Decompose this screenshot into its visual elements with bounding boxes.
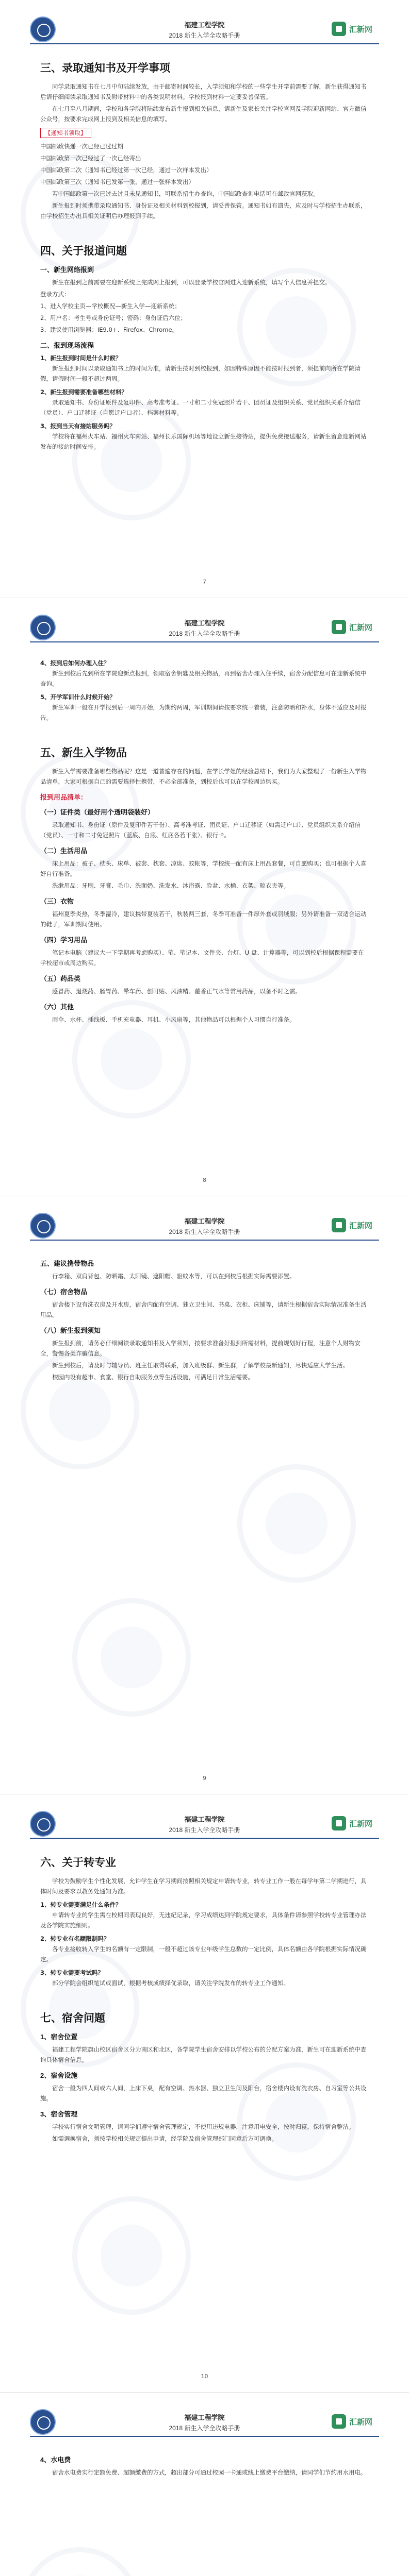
paragraph: 床上用品：被子、枕头、床单、被套、枕套、凉席、蚊帐等，学校统一配有床上用品套餐，可自愿购买；也可根据个人喜好自行准备。 (40, 860, 367, 877)
paragraph: 福建工程学院旗山校区宿舍区分为南区和北区，各学院学生宿舍安排以学校公布的分配方案为准，新生可在迎新系统中查询具体宿舍信息。 (40, 2046, 367, 2063)
watermark-logo (237, 1464, 356, 1583)
question: 4、报到后如何办理入住？ (40, 659, 110, 667)
school-name: 福建工程学院 (184, 1816, 225, 1823)
list-line: 2、用户名：考生号或身份证号；密码：身份证后六位； (40, 314, 187, 321)
question: 5、开学军训什么时候开始？ (40, 693, 116, 701)
paragraph: 同学录取通知书在七月中旬陆续发放，由于邮寄时间较长，入学须知和学校的一些学生开学前需要了解，新生获得通知书后请仔细阅读录取通知书及附带材料中的各类说明材料。学校报到材料一定要妥善保管。 (40, 83, 367, 100)
question: 2、转专业有名额限制吗？ (40, 1935, 110, 1942)
page-body (40, 57, 369, 452)
page-body (40, 655, 369, 1026)
sub-heading: 五、建议携带物品 (40, 1260, 94, 1267)
page-number: 8 (203, 1177, 206, 1183)
qa-item (40, 353, 369, 384)
brand-mark-icon (332, 1218, 346, 1232)
page-body (40, 1851, 369, 2145)
brand-mark-icon (332, 1816, 346, 1831)
school-name: 福建工程学院 (184, 1217, 225, 1225)
paragraph: 新生在报到之前需要在迎新系统上完成网上报到，可以登录学校官网进入迎新系统，填写个人信息并提交。 (52, 279, 331, 286)
brand-logo (332, 1217, 379, 1233)
paragraph: 宿舍水电费实行定额免费、超额缴费的方式，超出部分可通过校园一卡通或线上缴费平台缴纳，请同学们节约用水用电。 (52, 2469, 367, 2476)
answer: 录取通知书、身份证原件及复印件、高考准考证、一寸和二寸免冠照片若干、团员证及组织关系、党员组织关系介绍信（党员）、户口迁移证（自愿迁户口者）、档案材料等。 (40, 399, 361, 416)
header-text (30, 20, 379, 40)
page-body (40, 2449, 369, 2479)
paragraph: 录取通知书、身份证（原件及复印件若干份）、高考准考证、团员证、户口迁移证（如需迁户口）、党员组织关系介绍信（党员）、一寸和二寸免冠照片（蓝底、白底、红底各若干张）、银行卡。 (40, 821, 361, 839)
page-header (30, 2407, 379, 2437)
page (0, 2393, 409, 2576)
sub-heading: 1、宿舍位置 (40, 2033, 78, 2041)
paragraph: 新生入学需要准备哪些物品呢？这是一道普遍存在的问题，在学长学姐的经验总结下，我们为大家整理了一份新生入学物品清单，大家可根据自己的需要选择性携带，不必全部准备，到校后也可以在学校周边购买。 (40, 768, 367, 785)
document-title: 2018 新生入学全攻略手册 (169, 2425, 240, 2432)
list-line: 登录方式： (40, 291, 70, 298)
brand-logo (332, 1815, 379, 1832)
paragraph: 雨伞、水杯、插线板、手机充电器、耳机、小风扇等，其他物品可以根据个人习惯自行准备。 (52, 1016, 296, 1023)
answer: 各专业接收转入学生的名额有一定限制，一般不超过该专业年级学生总数的一定比例，具体名额由各学院根据实际情况确定。 (40, 1945, 367, 1963)
paragraph: 校园内设有超市、食堂、银行自助服务点等生活设施，可满足日常生活需要。 (52, 1374, 254, 1381)
document-title: 2018 新生入学全攻略手册 (169, 32, 240, 39)
page (0, 1794, 409, 2393)
brand-name: 汇新网 (349, 25, 373, 34)
brand-logo (332, 2413, 379, 2430)
brand-name: 汇新网 (349, 1820, 373, 1828)
page (0, 0, 409, 598)
page-body (40, 1253, 369, 1384)
page-header (30, 1809, 379, 1839)
header-text (30, 1814, 379, 1834)
answer: 新生军训一般在开学报到后一周内开始，为期约两周，军训期间请按要求统一着装，注意防晒和补水，身体不适应及时报告。 (40, 704, 367, 721)
page-number: 7 (203, 579, 206, 585)
brand-mark-icon (332, 22, 346, 36)
qa-item (40, 1968, 369, 1988)
list-line: 中国邮政第一次已经过了一次已经寄出 (40, 155, 141, 162)
sub-heading: （八）新生报到须知 (40, 1327, 101, 1334)
school-name: 福建工程学院 (184, 2414, 225, 2421)
qa-item (40, 421, 369, 452)
sub-heading: （一）证件类（最好用个透明袋装好） (40, 808, 155, 816)
question: 3、转专业需要考试吗？ (40, 1969, 104, 1976)
question: 3、报到当天有接站服务吗？ (40, 422, 116, 430)
paragraph: 福州夏季炎热，冬季湿冷，建议携带夏装若干，秋装两三套，冬季可准备一件厚外套或羽绒服；另外请准备一双适合运动的鞋子，军训期间使用。 (40, 910, 367, 928)
question: 2、新生报到需要准备哪些材料？ (40, 388, 127, 396)
paragraph: 行李箱、双肩背包、防晒霜、太阳镜、遮阳帽、驱蚊水等，可以在到校后根据实际需要添置。 (52, 1273, 296, 1280)
page-header (30, 613, 379, 642)
paragraph: 感冒药、退烧药、肠胃药、晕车药、创可贴、风油精、藿香正气水等常用药品，以备不时之需。 (52, 988, 301, 995)
highlight-box: 【通知书领取】 (40, 128, 91, 138)
brand-mark-icon (332, 620, 346, 634)
page-header (30, 1211, 379, 1241)
qa-item (40, 658, 369, 689)
section-heading: 五、新生入学物品 (40, 747, 127, 759)
header-text (30, 2412, 379, 2432)
watermark-logo (72, 1598, 191, 1717)
document-title: 2018 新生入学全攻略手册 (169, 1228, 240, 1235)
answer: 部分学院会组织笔试或面试，根据考核成绩择优录取，请关注学院发布的转专业工作通知。 (52, 1979, 289, 1987)
paragraph: 若中国邮政第一次已过去过且未见通知书，可联系招生办查询，中国邮政查询电话可在邮政官网获取。 (52, 190, 319, 197)
paragraph: 新生到校后，请及时与辅导员、班主任取得联系，加入班级群、新生群，了解学校最新通知，尽快适应大学生活。 (52, 1362, 349, 1369)
document-title: 2018 新生入学全攻略手册 (169, 1826, 240, 1834)
page-number: 9 (203, 1775, 206, 1782)
page (0, 598, 409, 1196)
sub-heading: （五）药品类 (40, 975, 81, 982)
brand-name: 汇新网 (349, 2418, 373, 2427)
list-line: 中国邮政第二次（通知书已经过第一次已经，通过一次样本发出） (40, 166, 212, 174)
qa-item (40, 692, 369, 723)
paragraph: 在七月至八月期间，学校和各学院将陆续发布新生报到相关信息，请新生及家长关注学校官网及学院迎新网站、官方微信公众号，按要求完成网上报到及相关信息的填写。 (40, 105, 367, 123)
sub-heading: 2、宿舍设施 (40, 2072, 78, 2079)
question: 1、转专业需要满足什么条件？ (40, 1901, 122, 1908)
paragraph: 宿舍一般为四人间或六人间，上床下桌，配有空调、热水器、独立卫生间及阳台，宿舍楼内设有洗衣房、自习室等公共设施。 (40, 2084, 367, 2102)
answer: 新生报到时间以录取通知书上的时间为准，请新生按时到校报到，如因特殊原因不能按时报到者，须提前向所在学院请假，请假时间一般不超过两周。 (40, 365, 361, 382)
sub-heading: （四）学习用品 (40, 936, 88, 944)
section-heading: 三、录取通知书及开学事项 (40, 62, 170, 74)
header-text (30, 618, 379, 638)
brand-logo (332, 21, 379, 37)
list-line: 中国邮政第三次（通知书已发第一张，通过一张样本发出） (40, 178, 194, 185)
brand-logo (332, 619, 379, 635)
page-number: 10 (201, 2373, 208, 2380)
paragraph: 学校实行宿舍文明管理，请同学们遵守宿舍管理规定，不使用违规电器，注意用电安全，按时归寝，保持宿舍整洁。 (52, 2123, 355, 2130)
document-title: 2018 新生入学全攻略手册 (169, 630, 240, 637)
list-line: 3、建议使用浏览器：IE9.0+、Firefox、Chrome。 (40, 326, 178, 333)
sub-heading: （三）衣物 (40, 897, 74, 905)
watermark-logo (21, 2547, 139, 2576)
paragraph: 新生报到前，请务必仔细阅读录取通知书及入学须知，按要求准备好报到所需材料，提前规划好行程，注意个人财物安全，警惕各类诈骗信息。 (40, 1340, 361, 1357)
section-heading: 六、关于转专业 (40, 1857, 116, 1869)
paragraph: 新生报到时须携带录取通知书、身份证及相关材料到校报到，请妥善保管。通知书如有遗失，应及时与学校招生办联系，由学校招生办出具相关证明后办理报到手续。 (40, 202, 367, 219)
sub-heading: 报到用品清单： (40, 793, 88, 801)
school-name: 福建工程学院 (184, 21, 225, 29)
section-heading: 四、关于报道问题 (40, 245, 127, 257)
paragraph: 宿舍楼下设有洗衣房及开水房，宿舍内配有空调、独立卫生间、书桌、衣柜、床铺等，请新生根据宿舍实际情况准备生活用品。 (40, 1301, 367, 1318)
page (0, 1196, 409, 1794)
watermark-logo (72, 2196, 191, 2315)
paragraph: 学校为鼓励学生个性化发展，允许学生在学习期间按照相关规定申请转专业，转专业工作一般在每学年第二学期进行，具体时间及要求以教务处通知为准。 (40, 1877, 367, 1895)
sub-heading: 4、水电费 (40, 2456, 71, 2464)
sub-heading: （六）其他 (40, 1003, 74, 1011)
qa-item (40, 1934, 369, 1964)
header-text (30, 1216, 379, 1236)
list-line: 1、进入学校主页—学校概况—新生入学—迎新系统； (40, 302, 181, 310)
brand-name: 汇新网 (349, 1222, 373, 1230)
page-header (30, 14, 379, 44)
school-name: 福建工程学院 (184, 619, 225, 627)
sub-heading: （七）宿舍物品 (40, 1288, 88, 1296)
brand-name: 汇新网 (349, 623, 373, 632)
sub-heading: 二、报到现场流程 (40, 342, 94, 349)
sub-heading: 一、新生网络报到 (40, 266, 94, 274)
brand-mark-icon (332, 2414, 346, 2429)
answer: 新生到校后先到所在学院迎新点报到，领取宿舍钥匙及相关物品，再到宿舍办理入住手续，宿舍分配信息可在迎新系统中查询。 (40, 670, 367, 687)
answer: 申请转专业的学生需在校期间表现良好，无违纪记录，学习成绩达到学院规定要求，具体条件请参照学校转专业管理办法及各学院实施细则。 (40, 1911, 367, 1929)
paragraph: 洗漱用品：牙刷、牙膏、毛巾、洗面奶、洗发水、沐浴露、脸盆、水桶、衣架、晾衣夹等。 (52, 882, 289, 889)
answer: 学校将在福州火车站、福州火车南站、福州长乐国际机场等地设立新生接待站，提供免费接送服务，请新生留意迎新网站发布的接站时间安排。 (40, 433, 367, 450)
paragraph: 如需调换宿舍，须按学校相关规定提出申请，经学院及宿舍管理部门同意后方可调换。 (52, 2135, 277, 2142)
qa-item (40, 1900, 369, 1930)
section-heading: 七、宿舍问题 (40, 2012, 105, 2024)
question: 1、新生报到时间是什么时候？ (40, 354, 122, 362)
sub-heading: （二）生活用品 (40, 847, 88, 855)
qa-item (40, 387, 369, 418)
list-line: 中国邮政快递一次已经已过过期 (40, 143, 123, 150)
paragraph: 笔记本电脑（建议大一下学期再考虑购买）、笔、笔记本、文件夹、台灯、U 盘、计算器等，可以到校后根据课程需要在学校超市或周边购买。 (40, 949, 364, 967)
sub-heading: 3、宿舍管理 (40, 2110, 78, 2118)
